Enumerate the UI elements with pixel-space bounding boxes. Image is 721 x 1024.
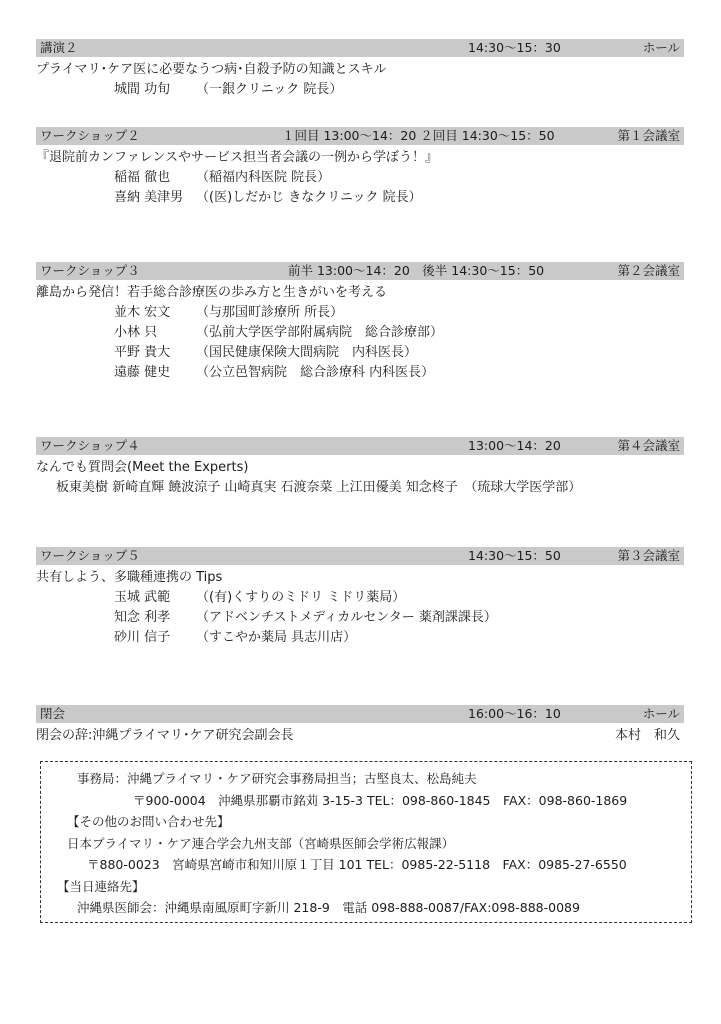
closing-row <box>36 726 684 746</box>
session-label: ワークショップ２ <box>40 128 140 143</box>
speaker-affiliation: （一銀クリニック 院長） <box>196 82 343 97</box>
speaker-name: 喜納 美津男 <box>114 190 184 205</box>
session-header <box>36 437 684 455</box>
speaker-row <box>36 303 684 323</box>
contact-box <box>40 761 692 923</box>
session-title: 『退院前カンファレンスやサービス担当者会議の一例から学ぼう！』 <box>36 150 439 165</box>
speaker-list: 板東美樹 新崎直輝 饒波涼子 山崎真実 石渡奈菜 上江田優美 知念柊子 （琉球大学医学部） <box>56 480 582 495</box>
speaker-row <box>36 188 684 208</box>
speaker-affiliation: （(医)しだかじ きなクリニック 院長） <box>196 190 422 205</box>
other-contact-org: 日本プライマリ・ケア連合学会九州支部（宮崎県医師会学術広報課） <box>67 835 455 851</box>
day-contact-heading: 【当日連絡先】 <box>57 878 145 894</box>
session-label: 講演２ <box>40 40 78 55</box>
session-header <box>36 262 684 280</box>
session-title: 離島から発信！若手総合診療医の歩み方と生きがいを考える <box>36 285 388 300</box>
speaker-name: 知念 利孝 <box>114 610 171 625</box>
session-label: ワークショップ５ <box>40 548 140 563</box>
office-line: 事務局：沖縄プライマリ・ケア研究会事務局担当；古堅良太、松島純夫 <box>77 771 477 786</box>
speaker-affiliation: （弘前大学医学部附属病院 総合診療部） <box>196 325 444 340</box>
session-closing <box>36 705 684 746</box>
session-time: １回目 13:00～14：20 ２回目 14:30～15：50 <box>282 128 555 143</box>
speaker-affiliation: （与那国町診療所 所長） <box>196 305 344 320</box>
session-room: 第１会議室 <box>617 128 680 143</box>
session-time: 前半 13:00～14：20 後半 14:30～15：50 <box>288 263 545 278</box>
speaker-row <box>36 323 684 343</box>
speaker-name: 城間 功旬 <box>114 82 171 97</box>
session-room: 第４会議室 <box>617 438 680 453</box>
speaker-row <box>36 628 684 648</box>
other-contact-address: 〒880-0023 宮崎県宮崎市和知川原１丁目 101 TEL：0985-22-5118 FAX：0985-27-6550 <box>87 857 627 872</box>
session-label: 閉会 <box>40 706 66 721</box>
session-room: ホール <box>642 40 680 55</box>
speaker-row <box>36 343 684 363</box>
session-workshop-3 <box>36 262 684 383</box>
session-label: ワークショップ３ <box>40 263 140 278</box>
speaker-affiliation: （公立邑智病院 総合診療科 内科医長） <box>196 365 435 380</box>
session-time: 14:30～15：50 <box>468 548 561 563</box>
session-room: ホール <box>642 706 680 721</box>
speaker-name: 玉城 武範 <box>114 590 171 605</box>
session-workshop-2 <box>36 127 684 208</box>
speaker-name: 遠藤 健史 <box>114 365 171 380</box>
session-title: なんでも質問会(Meet the Experts) <box>36 460 249 475</box>
office-address: 〒900-0004 沖縄県那覇市銘苅 3-15-3 TEL：098-860-1845 FAX：098-860-1869 <box>133 792 628 808</box>
speaker-affiliation: （(有)くすりのミドリ ミドリ薬局） <box>196 590 406 605</box>
speaker-affiliation: （国民健康保険大間病院 内科医長） <box>196 345 418 360</box>
closing-person: 本村 和久 <box>614 728 680 743</box>
session-time: 16:00～16：10 <box>468 706 561 721</box>
speaker-name: 平野 貴大 <box>114 345 171 360</box>
session-workshop-4 <box>36 437 684 498</box>
session-lecture-2 <box>36 39 684 100</box>
speaker-name: 稲福 徹也 <box>114 170 171 185</box>
session-time: 14:30～15：30 <box>468 40 561 55</box>
session-label: ワークショップ４ <box>40 438 140 453</box>
speaker-affiliation: （稲福内科医院 院長） <box>196 170 331 185</box>
session-title: 共有しよう、多職種連携の Tips <box>36 570 223 585</box>
session-header <box>36 547 684 565</box>
speaker-row <box>36 608 684 628</box>
session-workshop-5 <box>36 547 684 648</box>
speaker-affiliation: （すこやか薬局 具志川店） <box>196 630 357 645</box>
speaker-row <box>36 363 684 383</box>
session-header <box>36 39 684 57</box>
speaker-row <box>36 80 684 100</box>
day-contact-line: 沖縄県医師会：沖縄県南風原町字新川 218-9 電話 098-888-0087/FAX:098-888-0089 <box>77 900 580 915</box>
session-room: 第２会議室 <box>617 263 680 278</box>
speaker-row <box>36 588 684 608</box>
session-room: 第３会議室 <box>617 548 680 563</box>
other-contact-heading: 【その他のお問い合わせ先】 <box>67 814 230 829</box>
speaker-name: 並木 宏文 <box>114 305 171 320</box>
speaker-affiliation: （アドベンチストメディカルセンター 薬剤課課長） <box>196 610 497 625</box>
speaker-row <box>36 168 684 188</box>
session-time: 13:00～14：20 <box>468 438 561 453</box>
closing-remarks: 閉会の辞:沖縄プライマリ･ケア研究会副会長 <box>36 728 294 743</box>
speaker-name: 小林 只 <box>114 325 158 340</box>
session-title: プライマリ･ケア医に必要なうつ病･自殺予防の知識とスキル <box>36 62 387 77</box>
speaker-name: 砂川 信子 <box>114 630 171 645</box>
session-header <box>36 127 684 145</box>
session-header <box>36 705 684 723</box>
